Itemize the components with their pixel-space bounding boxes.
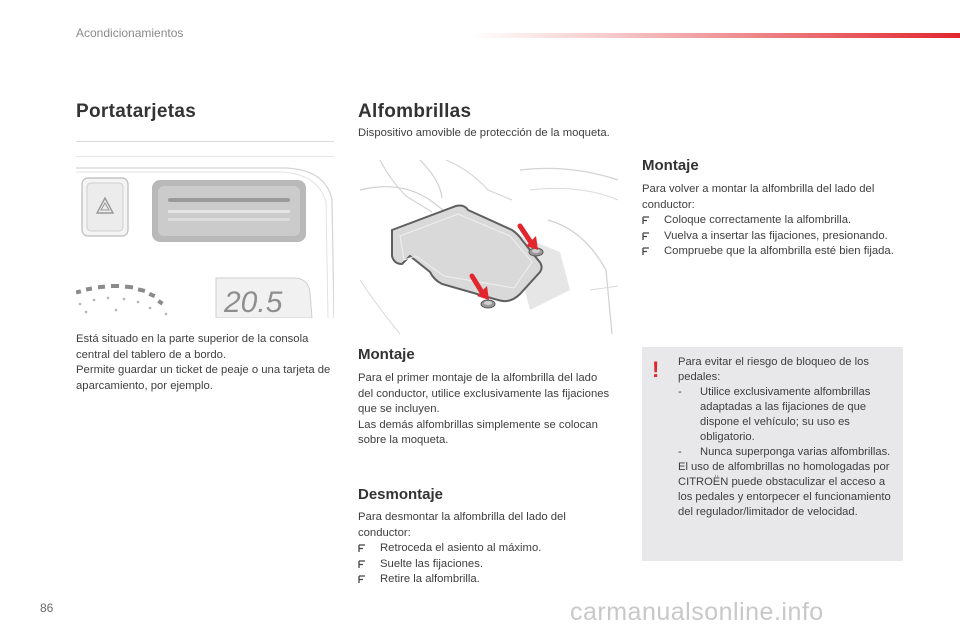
montaje-volver-intro: Para volver a montar la alfombrilla del lado del conductor: (642, 183, 875, 211)
desmontaje-text (358, 510, 610, 588)
desmontaje-step-2: Suelte las fijaciones. (380, 557, 483, 570)
list-item (678, 385, 896, 445)
montaje-volver-step-1: Coloque correctamente la alfombrilla. (664, 214, 852, 226)
section-title-portatarjetas: Portatarjetas (76, 101, 197, 122)
header-accent-bar (470, 33, 960, 38)
alfombrillas-intro: Dispositivo amovible de protección de la moqueta. (358, 127, 610, 139)
desmontaje-steps (358, 541, 610, 588)
section-title-alfombrillas: Alfombrillas (358, 101, 472, 122)
heading-desmontaje: Desmontaje (358, 486, 444, 503)
desmontaje-step-3: Retire la alfombrilla. (380, 573, 480, 585)
montaje-primer-paragraph-2: Las demás alfombrillas simplemente se colocan sobre la moqueta. (358, 418, 598, 446)
list-item (642, 213, 904, 229)
portatarjetas-paragraph-1: Está situado en la parte superior de la consola central del tablero de a bordo. (76, 333, 309, 361)
fastener-rear-drawing (481, 300, 495, 308)
arrow-bullet-icon (642, 232, 650, 241)
montaje-volver-step-3: Compruebe que la alfombrilla esté bien fijada. (664, 245, 894, 257)
montaje-primer-text (358, 371, 610, 449)
exclamation-icon: ! (652, 357, 660, 382)
desmontaje-intro: Para desmontar la alfombrilla del lado del conductor: (358, 511, 566, 539)
divider (76, 156, 334, 157)
list-item (642, 229, 904, 245)
arrow-bullet-icon (358, 575, 366, 584)
montaje-volver-text (642, 182, 904, 260)
desmontaje-step-1: Retroceda el asiento al máximo. (380, 542, 542, 554)
arrow-bullet-icon (358, 560, 366, 569)
heading-montaje-primer: Montaje (358, 346, 415, 363)
divider (76, 141, 334, 142)
montaje-volver-step-2: Vuelva a insertar las fijaciones, presionando. (664, 229, 888, 242)
montaje-primer-paragraph-1: Para el primer montaje de la alfombrilla del lado del conductor, utilice exclusivamente las fijaciones que se incluyen. (358, 372, 610, 415)
arrow-bullet-icon (358, 544, 366, 553)
list-item (358, 572, 610, 588)
page-number: 86 (40, 601, 54, 615)
watermark: carmanualsonline.info (570, 598, 824, 626)
floor-mat-drawing (392, 206, 542, 302)
list-item (642, 244, 904, 260)
dash-marker: - (678, 446, 682, 458)
heading-montaje-volver: Montaje (642, 157, 699, 174)
warning-item-1: Utilice exclusivamente alfombrillas adaptadas a las fijaciones de que dispone el vehículo; su uso es obligatorio. (700, 386, 871, 443)
list-item (678, 445, 896, 460)
arrow-bullet-icon (642, 216, 650, 225)
warning-text (678, 355, 896, 520)
portatarjetas-paragraph-2: Permite guardar un ticket de peaje o una tarjeta de aparcamiento, por ejemplo. (76, 364, 331, 392)
list-item (358, 557, 610, 573)
list-item (358, 541, 610, 557)
display-readout: 20.5 (224, 286, 283, 318)
arrow-bullet-icon (642, 247, 650, 256)
warning-intro: Para evitar el riesgo de bloqueo de los pedales: (678, 356, 869, 383)
warning-note: El uso de alfombrillas no homologadas por CITROËN puede obstaculizar el acceso a los pedales y entorpecer el funcionamiento del regulador/limitador de velocidad. (678, 461, 891, 518)
section-label: Acondicionamientos (76, 26, 184, 40)
warning-item-2: Nunca superponga varias alfombrillas. (700, 446, 891, 458)
floor-mat-illustration (360, 160, 620, 334)
card-holder-illustration (76, 160, 334, 318)
dash-marker: - (678, 386, 682, 398)
montaje-volver-steps (642, 213, 904, 260)
portatarjetas-description (76, 332, 338, 394)
